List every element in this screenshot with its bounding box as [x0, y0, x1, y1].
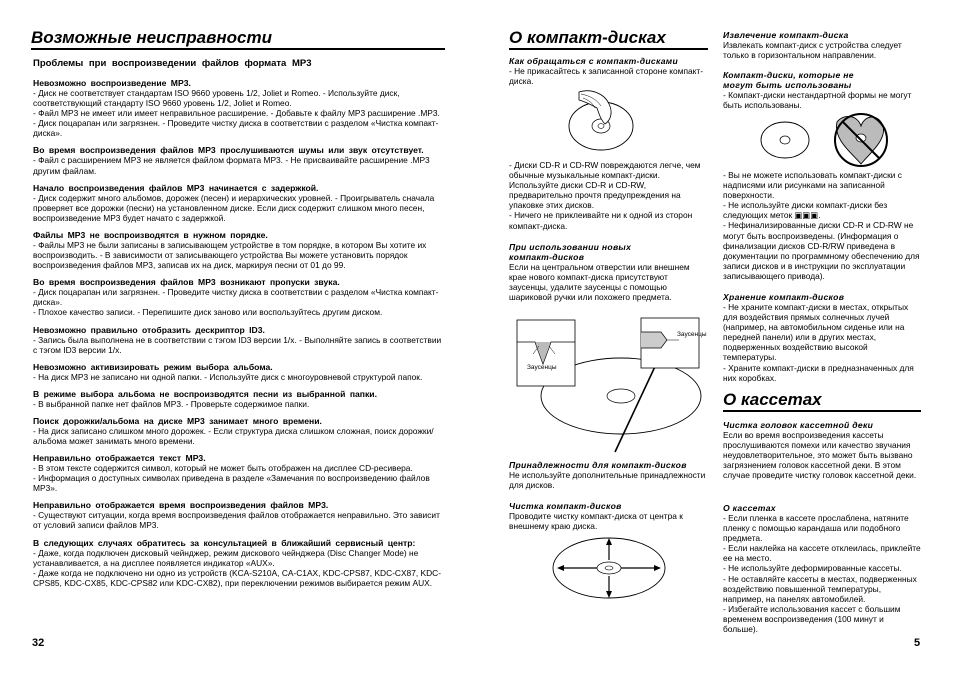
- storage-text: - Не храните компакт-диски в местах, открытых для воздействия прямых солнечных лучей (например, на автомобильном сиденье или на передней панели) или в других местах, подверженных воздействию высокой температуры. - Храните компакт-диски в предназначенных для них коробках.: [723, 302, 914, 383]
- burr-label-right: Заусенцы: [677, 331, 707, 338]
- troubleshoot-heading: Начало воспроизведения файлов MP3 начинается с задержкой.: [33, 182, 319, 193]
- head-clean-text: Если во время воспроизведения кассеты прослушиваются помехи или качество звучания неудовлетворительное, это может быть вызвано загрязнением головок кассетной деки. В этом случае проведите чистку головок кассетной деки.: [723, 430, 917, 481]
- cd-cleaning-illustration: [549, 534, 669, 602]
- troubleshoot-item: [33, 500, 445, 530]
- removal-text: Извлекать компакт-диск с устройства следует только в горизонтальном направлении.: [723, 40, 902, 61]
- troubleshoot-heading: Неправильно отображается время воспроизведения файлов MP3.: [33, 500, 329, 511]
- troubleshoot-text: - Диск содержит много альбомов, дорожек (песен) и иерархических уровней. - Проигрыватель сначала проверяет все дорожки (песни) на установленном диске. Если диск содержит слишком много песен, воспроизведение MP3 будет начато с задержкой.: [33, 192, 435, 223]
- troubleshoot-text: - В выбранной папке нет файлов MP3. - Проверьте содержимое папки.: [33, 398, 310, 409]
- burr-label-left: Заусенцы: [527, 364, 557, 371]
- cd-title-wrap: [509, 28, 708, 50]
- troubleshoot-item: [33, 277, 445, 317]
- troubleshoot-heading: Неправильно отображается текст MP3.: [33, 453, 206, 464]
- cd-cleaning-heading: Чистка компакт-дисков: [509, 501, 622, 511]
- cd-handling-text: - Не прикасайтесь к записанной стороне компакт-диска.: [509, 66, 704, 87]
- cd-handling-heading: Как обращаться с компакт-дисками: [509, 56, 678, 66]
- troubleshoot-item: [33, 538, 445, 588]
- storage-heading: Хранение компакт-дисков: [723, 292, 845, 302]
- troubleshoot-item: [33, 78, 445, 138]
- removal-heading: Извлечение компакт-диска: [723, 30, 849, 40]
- unusable-heading: Компакт-диски, которые не могут быть использованы: [723, 70, 854, 90]
- page-number-right: 5: [914, 637, 921, 649]
- troubleshoot-text: - На диск MP3 не записано ни одной папки. - Используйте диск с многоуровневой структурой папок.: [33, 371, 423, 382]
- cd-cleaning-text: Проводите чистку компакт-диска от центра к внешнему краю диска.: [509, 511, 683, 532]
- troubleshoot-text: - В этом тексте содержится символ, который не может быть отображен на дисплее CD-ресивера. - Информация о доступных символах приведена в разделе «Замечания по воспроизведению файлов MP3».: [33, 463, 430, 494]
- removal-block: [723, 30, 921, 60]
- troubleshoot-heading: Во время воспроизведения файлов MP3 возникают пропуски звука.: [33, 277, 340, 288]
- troubleshoot-text: - Файл с расширением MP3 не является файлом формата MP3. - Не присваивайте расширение .MP3 другим файлам.: [33, 155, 430, 176]
- head-clean-heading: Чистка головок кассетной деки: [723, 420, 874, 430]
- head-clean-block: [723, 420, 921, 480]
- unusable-block: [723, 70, 921, 110]
- troubleshoot-text: - Диск не соответствует стандартам ISO 9660 уровень 1/2, Joliet и Romeo. - Используйте диск, соответствующий стандарту ISO 9660 уровень 1/2, Joliet и Romeo. - Файл MP3 не имеет или имеет неправильное расширение. - Добавьте к файлу MP3 расширение .MP3. - Диск поцарапан или загрязнен. - Проведите чистку диска в соответствии с разделом «Чистка компакт-диска».: [33, 88, 440, 139]
- mp3-subtitle: Проблемы при воспроизведении файлов формата MP3: [33, 58, 312, 69]
- troubleshoot-heading: Поиск дорожки/альбома на диске MP3 занимает много времени.: [33, 415, 322, 426]
- troubleshoot-text: - Существуют ситуации, когда время воспроизведения файлов отображается неправильно. Это зависит от условий записи файлов MP3.: [33, 510, 440, 531]
- hand-holding-cd-illustration: [561, 86, 643, 154]
- accessories-heading: Принадлежности для компакт-дисков: [509, 460, 687, 470]
- cd-handling-block: [509, 56, 708, 86]
- troubleshoot-heading: Невозможно активизировать режим выбора альбома.: [33, 361, 273, 372]
- unusable-text-2: - Вы не можете использовать компакт-диски с надписями или рисунками на записанной поверхности. - Не используйте диски компакт-диски без следующих меток ▣▣▣. - Нефинализированные диски CD-R и CD-RW не могут быть воспроизведены. (Информация о финализации дисков CD-R/RW приведена в документации по программному обеспечению для записи дисков и в инструкции по эксплуатации записывающего привода).: [723, 170, 920, 281]
- accessories-text: Не используйте дополнительные принадлежности для дисков.: [509, 470, 706, 491]
- about-cassettes-text: - Если пленка в кассете прослаблена, натяните пленку с помощью карандаша или подобного предмета. - Если наклейка на кассете отклеилась, приклейте ее на место. - Не используйте деформированные кассеты. - Не оставляйте кассеты в местах, подверженных воздействию повышенной температуры, например, на панелях автомобилей. - Избегайте использования кассет с большим временем воспроизведения (100 минут и больше).: [723, 513, 921, 635]
- troubleshoot-heading: Невозможно правильно отобразить дескриптор ID3.: [33, 324, 265, 335]
- troubleshoot-heading: Невозможно воспроизведение MP3.: [33, 78, 191, 88]
- cd-title: О компакт-дисках: [509, 28, 666, 47]
- storage-block: [723, 292, 921, 383]
- troubleshoot-heading: В следующих случаях обратитесь за консультацией в ближайший сервисный центр:: [33, 537, 416, 548]
- troubleshoot-heading: Файлы MP3 не воспроизводятся в нужном порядке.: [33, 229, 268, 240]
- cassettes-title: О кассетах: [723, 390, 822, 409]
- page-number-left: 32: [32, 637, 45, 649]
- about-cassettes-heading: О кассетах: [723, 503, 776, 513]
- troubleshoot-item: [33, 362, 445, 382]
- troubleshoot-text: - Запись была выполнена не в соответствии с тэгом ID3 версии 1/x. - Выполняйте запись в соответствии с тэгом ID3 версии 1/x.: [33, 334, 442, 355]
- cassettes-title-wrap: [723, 390, 921, 412]
- page-title: Возможные неисправности: [31, 28, 272, 47]
- burrs-illustration: [511, 312, 707, 454]
- troubleshoot-item: [33, 325, 445, 355]
- troubleshoot-item: [33, 183, 445, 223]
- new-discs-text: Если на центральном отверстии или внешнем крае нового компакт-диска присутствуют заусенцы, удалите заусенцы с помощью шариковой ручки или похожего предмета.: [509, 262, 690, 303]
- troubleshoot-text: - Файлы MP3 не были записаны в записывающем устройстве в том порядке, в котором Вы хотите их воспроизводить. - В зависимости от записывающего устройства Вы можете установить порядок воспроизведения файлов MP3, записав их на диск, маркируя песни от 01 до 99.: [33, 239, 427, 271]
- troubleshoot-heading: Во время воспроизведения файлов MP3 прослушиваются шумы или звук отсутствует.: [33, 145, 424, 156]
- nonstandard-discs-illustration: [753, 112, 903, 170]
- cd-cleaning-block: [509, 501, 708, 531]
- troubleshoot-text: - Даже, когда подключен дисковый чейнджер, режим дискового чейнджера (Disc Changer Mode) не устанавливается, а на дисплее появляется индикатор «AUX». - Даже когда не подключено ни одно из устройств (KCA-S210A, CA-C1AX, KDC-CPS87, KDC-CX87, KDC-CPS85, KDC-CX85, KDC-CPS82 или KDC-CX82), при переключении режимов выбирается режим AUX.: [33, 547, 441, 588]
- troubleshoot-item: [33, 145, 445, 175]
- troubleshoot-item: [33, 230, 445, 270]
- troubleshoot-item: [33, 389, 445, 409]
- troubleshoot-heading: В режиме выбора альбома не воспроизводятся песни из выбранной папки.: [33, 388, 377, 399]
- about-cassettes-block: [723, 503, 921, 634]
- troubleshoot-text: - Диск поцарапан или загрязнен. - Проведите чистку диска в соответствии с разделом «Чистка компакт-диска». - Плохое качество записи. - Перепишите диск заново или воспользуйтесь другим диском.: [33, 287, 439, 318]
- new-discs-heading: При использовании новых компакт-дисков: [509, 242, 632, 262]
- left-title-wrap: [31, 28, 445, 50]
- new-discs-block: [509, 242, 708, 302]
- troubleshoot-item: [33, 453, 445, 493]
- troubleshoot-item: [33, 416, 445, 446]
- cd-handling-text-2: - Диски CD-R и CD-RW повреждаются легче, чем обычные музыкальные компакт-диски. Используйте диски CD-R и CD-RW, предварительно прочтя предупреждения на упаковке этих дисков. - Ничего не приклеивайте ни к одной из сторон компакт-диска.: [509, 160, 701, 231]
- accessories-block: [509, 460, 708, 490]
- troubleshoot-text: - На диск записано слишком много дорожек. - Если структура диска слишком сложная, поиск дорожки/альбома может занимать много времени.: [33, 425, 434, 446]
- troubleshoot-list: [33, 78, 445, 595]
- unusable-text: - Компакт-диски нестандартной формы не могут быть использованы.: [723, 90, 912, 111]
